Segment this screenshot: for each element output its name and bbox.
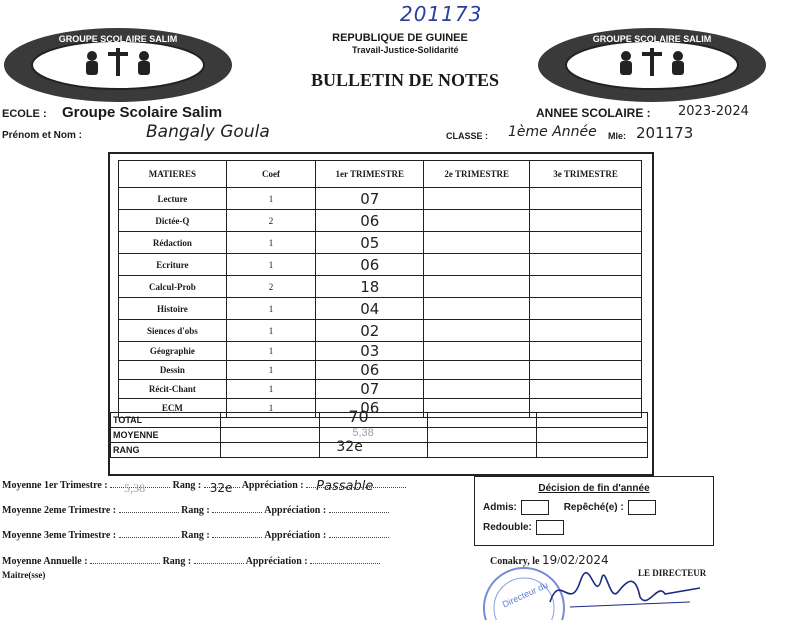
subject-grade-t1: 06 xyxy=(316,254,424,276)
subject-grade-t3 xyxy=(530,361,642,380)
nom-label: Prénom et Nom : xyxy=(2,130,83,141)
appreciation-annuelle-label: Appréciation : xyxy=(245,556,308,567)
annee-label: ANNEE SCOLAIRE : xyxy=(536,106,651,120)
subject-grade-t2 xyxy=(424,188,530,210)
subject-name: Histoire xyxy=(119,298,227,320)
mle-label: Mle: xyxy=(608,131,626,141)
date-year: 2024 xyxy=(578,553,609,567)
subject-name: Récit-Chant xyxy=(119,380,227,399)
moyenne-3-label: Moyenne 3eme Trimestre : xyxy=(2,530,117,541)
subject-coef: 1 xyxy=(226,342,316,361)
handwritten-registration-number: 201173 xyxy=(400,2,483,26)
subject-grade-t1: 05 xyxy=(316,232,424,254)
subject-grade-t1: 06 xyxy=(316,210,424,232)
annee-value: 2023-2024 xyxy=(678,104,749,119)
moyenne-2-line xyxy=(2,505,389,516)
total-label: TOTAL xyxy=(111,413,221,428)
moyenne-2-label: Moyenne 2eme Trimestre : xyxy=(2,505,117,516)
classe-value: 1ème Année xyxy=(508,124,597,140)
subject-grade-t2 xyxy=(424,380,530,399)
logo-text-left: GROUPE SCOLAIRE SALIM xyxy=(58,34,178,44)
date-day: 19 xyxy=(541,553,558,567)
rang-3-label: Rang : xyxy=(181,530,210,541)
col-trimestre-1: 1er TRIMESTRE xyxy=(316,161,424,188)
logo-text-right: GROUPE SCOLAIRE SALIM xyxy=(592,34,712,44)
subject-grade-t1: 06 xyxy=(316,361,424,380)
ecole-label: ECOLE : xyxy=(2,108,47,120)
classe-label: CLASSE : xyxy=(446,131,489,141)
director-signature xyxy=(540,562,710,617)
total-value: 70 xyxy=(348,407,369,426)
subject-coef: 1 xyxy=(226,298,316,320)
admis-checkbox[interactable] xyxy=(521,500,549,515)
lieu-label: Conakry, le xyxy=(490,556,540,567)
rang-2-label: Rang : xyxy=(181,505,210,516)
subject-coef: 1 xyxy=(226,232,316,254)
date-line: Conakry, le 19/02/2024 xyxy=(490,553,609,567)
subject-grade-t1: 02 xyxy=(316,320,424,342)
subject-grade-t1: 04 xyxy=(316,298,424,320)
subject-name: Dessin xyxy=(119,361,227,380)
subject-grade-t2 xyxy=(424,298,530,320)
redouble-checkbox[interactable] xyxy=(536,520,564,535)
decision-box xyxy=(474,476,714,546)
moyenne-annuelle-line xyxy=(2,556,380,567)
subject-coef: 1 xyxy=(226,380,316,399)
grade-row xyxy=(119,254,642,276)
rang-value: 32e xyxy=(336,439,363,455)
document-title: BULLETIN DE NOTES xyxy=(310,70,500,90)
subject-name: Lecture xyxy=(119,188,227,210)
subject-grade-t2 xyxy=(424,254,530,276)
rang-1-value: 32e xyxy=(209,481,233,495)
grade-row xyxy=(119,342,642,361)
subject-grade-t1: 03 xyxy=(316,342,424,361)
nom-value: Bangaly Goula xyxy=(146,122,270,142)
subject-coef: 1 xyxy=(226,361,316,380)
rang-label: RANG xyxy=(111,443,221,458)
grade-row xyxy=(119,232,642,254)
subject-grade-t1: 07 xyxy=(316,380,424,399)
motto: Travail-Justice-Solidarité xyxy=(352,45,459,55)
subject-grade-t2 xyxy=(424,361,530,380)
repeche-checkbox[interactable] xyxy=(628,500,656,515)
maitre-label: Maitre(sse) xyxy=(2,570,46,580)
subject-name: Ecriture xyxy=(119,254,227,276)
subject-grade-t3 xyxy=(530,210,642,232)
subject-grade-t2 xyxy=(424,210,530,232)
subject-grade-t3 xyxy=(530,188,642,210)
subject-grade-t1: 06 xyxy=(316,399,424,418)
subject-name: Dictée-Q xyxy=(119,210,227,232)
redouble-label: Redouble: xyxy=(483,522,532,534)
subject-grade-t1: 18 xyxy=(316,276,424,298)
decision-title: Décision de fin d'année xyxy=(538,483,650,494)
date-month: 02 xyxy=(560,553,576,567)
subject-coef: 2 xyxy=(226,210,316,232)
subject-name: Siences d'obs xyxy=(119,320,227,342)
subject-name: Calcul-Prob xyxy=(119,276,227,298)
subject-grade-t3 xyxy=(530,342,642,361)
republic-heading: REPUBLIQUE DE GUINEE xyxy=(332,32,468,44)
stamp-text: Directeur du xyxy=(500,579,550,610)
grade-row xyxy=(119,361,642,380)
subject-grade-t3 xyxy=(530,276,642,298)
grades-table xyxy=(118,160,642,418)
subject-grade-t3 xyxy=(530,320,642,342)
col-coef: Coef xyxy=(226,161,316,188)
ecole-value: Groupe Scolaire Salim xyxy=(62,104,223,121)
subject-coef: 1 xyxy=(226,254,316,276)
subject-grade-t2 xyxy=(424,342,530,361)
moyenne-3-line xyxy=(2,530,389,541)
subject-coef: 2 xyxy=(226,276,316,298)
subject-grade-t2 xyxy=(424,276,530,298)
subject-name: Géographie xyxy=(119,342,227,361)
subject-grade-t3 xyxy=(530,254,642,276)
moyenne-annuelle-label: Moyenne Annuelle : xyxy=(2,556,88,567)
directeur-label: LE DIRECTEUR xyxy=(638,568,707,578)
subject-grade-t3 xyxy=(530,298,642,320)
moyenne-value: 5,38 xyxy=(352,427,374,439)
subject-grade-t2 xyxy=(424,320,530,342)
rang-1-label: Rang : xyxy=(172,480,202,491)
grade-row xyxy=(119,188,642,210)
subject-coef: 1 xyxy=(226,188,316,210)
moyenne-label: MOYENNE xyxy=(111,428,221,443)
appreciation-3-label: Appréciation : xyxy=(264,530,327,541)
subject-grade-t3 xyxy=(530,380,642,399)
rang-annuel-label: Rang : xyxy=(162,556,192,567)
grades-header-row xyxy=(119,161,642,188)
subject-grade-t2 xyxy=(424,232,530,254)
subject-name: ECM xyxy=(119,399,227,418)
moyenne-1-label: Moyenne 1er Trimestre : xyxy=(2,480,108,491)
moyenne-1-line xyxy=(2,479,406,495)
grade-row xyxy=(119,276,642,298)
subject-coef: 1 xyxy=(226,320,316,342)
col-trimestre-3: 3e TRIMESTRE xyxy=(530,161,642,188)
subject-grade-t1: 07 xyxy=(316,188,424,210)
col-matieres: MATIERES xyxy=(119,161,227,188)
repeche-label: Repêché(e) : xyxy=(563,502,624,514)
mle-value: 201173 xyxy=(636,124,694,142)
appreciation-1-label: Appréciation : xyxy=(241,480,304,491)
moyenne-1-value: 5,38 xyxy=(124,481,146,495)
grade-row xyxy=(119,298,642,320)
appreciation-1-value: Passable xyxy=(316,479,374,494)
admis-label: Admis: xyxy=(483,502,517,514)
grade-row xyxy=(119,380,642,399)
subject-coef: 1 xyxy=(226,399,316,418)
grade-row xyxy=(119,320,642,342)
grade-row xyxy=(119,210,642,232)
subject-name: Rédaction xyxy=(119,232,227,254)
appreciation-2-label: Appréciation : xyxy=(264,505,327,516)
subject-grade-t3 xyxy=(530,232,642,254)
col-trimestre-2: 2e TRIMESTRE xyxy=(424,161,530,188)
